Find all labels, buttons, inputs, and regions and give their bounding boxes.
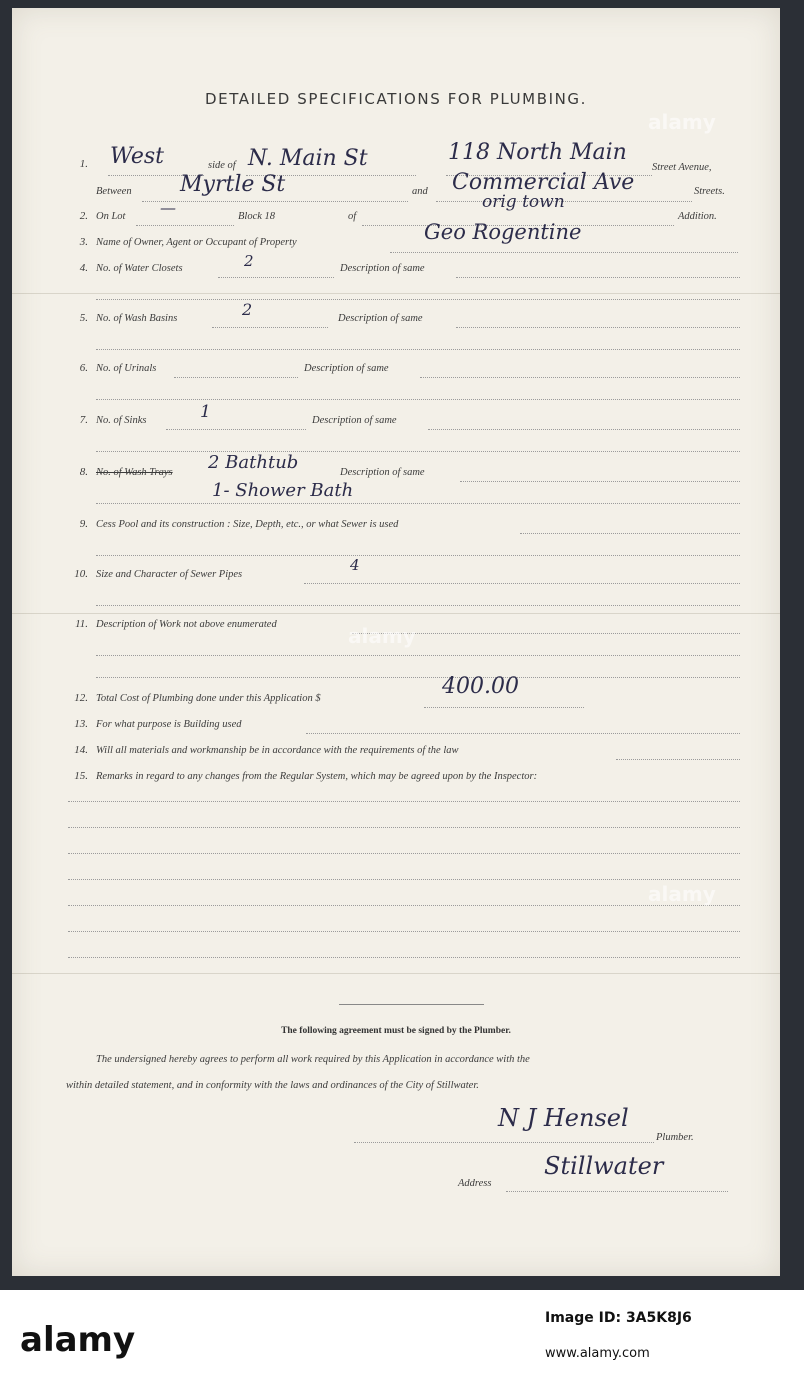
fill-line	[96, 348, 740, 350]
fill-line	[218, 276, 334, 278]
label-purpose: For what purpose is Building used	[96, 719, 242, 730]
fill-line	[212, 326, 328, 328]
label-urinals: No. of Urinals	[96, 363, 157, 374]
item-number: 12.	[74, 692, 88, 704]
item-number: 10.	[74, 568, 88, 580]
fill-line	[68, 852, 740, 854]
fill-line	[306, 732, 740, 734]
handwritten-and-street: Commercial Ave	[452, 170, 635, 195]
fill-line	[460, 480, 740, 482]
fill-line	[456, 326, 740, 328]
fill-line	[96, 654, 740, 656]
label-plumber: Plumber.	[656, 1132, 694, 1143]
label-sewer-pipes: Size and Character of Sewer Pipes	[96, 569, 243, 580]
label-between: Between	[96, 186, 132, 197]
label-description: Description of same	[312, 415, 397, 426]
item-number: 2.	[79, 210, 88, 222]
label-description: Description of same	[340, 467, 425, 478]
fill-line	[424, 706, 584, 708]
item-number: 11.	[75, 618, 88, 630]
item-number: 4.	[79, 262, 88, 274]
handwritten-shower: 1- Shower Bath	[212, 480, 354, 501]
handwritten-wash-basins: 2	[242, 300, 253, 319]
fold-line	[12, 613, 780, 614]
item-number: 5.	[79, 312, 88, 324]
handwritten-sinks: 1	[200, 402, 211, 422]
fill-line	[68, 800, 740, 802]
watermark: alamy	[648, 882, 716, 906]
handwritten-street: N. Main St	[248, 146, 368, 171]
label-and: and	[412, 186, 428, 197]
label-addition: Addition.	[678, 211, 717, 222]
agreement-line-2: within detailed statement, and in conformity with the laws and ordinances of the City of Stillwater.	[66, 1080, 479, 1091]
item-number: 13.	[74, 718, 88, 730]
footer-url: www.alamy.com	[545, 1346, 650, 1361]
footer-image-id: Image ID: 3A5K8J6	[545, 1310, 692, 1326]
label-cess-pool: Cess Pool and its construction : Size, Depth, etc., or what Sewer is used	[96, 519, 399, 530]
handwritten-total-cost: 400.00	[442, 674, 519, 699]
fill-line	[68, 878, 740, 880]
label-description: Description of same	[340, 263, 425, 274]
handwritten-side: West	[110, 144, 164, 169]
label-description: Description of same	[304, 363, 389, 374]
fill-line	[456, 276, 740, 278]
fill-line	[304, 582, 740, 584]
form-title: DETAILED SPECIFICATIONS FOR PLUMBING.	[204, 90, 588, 108]
fill-line	[68, 904, 740, 906]
label-street-avenue: Street Avenue,	[652, 162, 712, 173]
fill-line	[166, 428, 306, 430]
fill-line	[96, 398, 740, 400]
label-owner: Name of Owner, Agent or Occupant of Property	[96, 237, 297, 248]
fill-line	[142, 200, 408, 202]
item-number: 6.	[79, 362, 88, 374]
address-signature: Stillwater	[544, 1152, 664, 1180]
footer-logo: alamy	[20, 1320, 136, 1360]
item-number: 3.	[79, 236, 88, 248]
label-wash-basins: No. of Wash Basins	[96, 313, 178, 324]
label-remarks: Remarks in regard to any changes from the Regular System, which may be agreed upon by the Inspector:	[96, 771, 538, 782]
handwritten-addition: orig town	[482, 192, 565, 212]
item-number: 8.	[79, 466, 88, 478]
handwritten-bathtub: 2 Bathtub	[208, 452, 299, 473]
label-of: of	[348, 211, 357, 222]
label-address: Address	[458, 1178, 492, 1189]
fill-line	[96, 604, 740, 606]
fill-line	[68, 930, 740, 932]
fill-line	[174, 376, 298, 378]
handwritten-between-street: Myrtle St	[180, 172, 286, 197]
label-water-closets: No. of Water Closets	[96, 263, 183, 274]
fill-line	[96, 502, 740, 504]
label-materials: Will all materials and workmanship be in accordance with the requirements of the law	[96, 745, 459, 756]
item-number: 7.	[79, 414, 88, 426]
handwritten-water-closets: 2	[244, 252, 254, 270]
watermark: alamy	[348, 624, 416, 648]
label-streets: Streets.	[694, 186, 725, 197]
fill-line	[428, 428, 740, 430]
label-side-of: side of	[208, 160, 236, 171]
footer-bar	[0, 1290, 804, 1390]
fill-line	[506, 1190, 728, 1192]
fill-line	[390, 251, 738, 253]
label-description: Description of same	[338, 313, 423, 324]
label-on-lot: On Lot	[96, 211, 126, 222]
item-number: 15.	[74, 770, 88, 782]
plumber-signature: N J Hensel	[498, 1104, 629, 1132]
fill-line	[520, 532, 740, 534]
item-number: 1.	[79, 158, 88, 170]
label-other-work: Description of Work not above enumerated	[96, 619, 277, 630]
fill-line	[96, 450, 740, 452]
fold-line	[12, 973, 780, 974]
fill-line	[68, 956, 740, 958]
fill-line	[616, 758, 740, 760]
agreement-line-1: The undersigned hereby agrees to perform all work required by this Application in accordance with the	[96, 1054, 530, 1065]
label-sinks: No. of Sinks	[96, 415, 147, 426]
fill-line	[420, 376, 740, 378]
fill-line	[68, 826, 740, 828]
handwritten-sewer-pipes: 4	[350, 556, 360, 574]
fill-line	[96, 554, 740, 556]
item-number: 14.	[74, 744, 88, 756]
handwritten-owner: Geo Rogentine	[424, 220, 582, 244]
fold-line	[12, 293, 780, 294]
fill-line	[354, 1141, 654, 1143]
handwritten-address: 118 North Main	[448, 140, 627, 165]
fill-line	[96, 298, 740, 300]
watermark: alamy	[648, 110, 716, 134]
handwritten-lot: —	[160, 198, 176, 217]
fill-line	[96, 676, 740, 678]
agreement-title: The following agreement must be signed by the Plumber.	[281, 1026, 511, 1036]
label-wash-trays: No. of Wash Trays	[96, 467, 173, 478]
fill-line	[136, 224, 234, 226]
label-block: Block 18	[238, 211, 276, 222]
label-total-cost: Total Cost of Plumbing done under this Application $	[96, 693, 321, 704]
separator	[339, 1004, 484, 1005]
item-number: 9.	[79, 518, 88, 530]
